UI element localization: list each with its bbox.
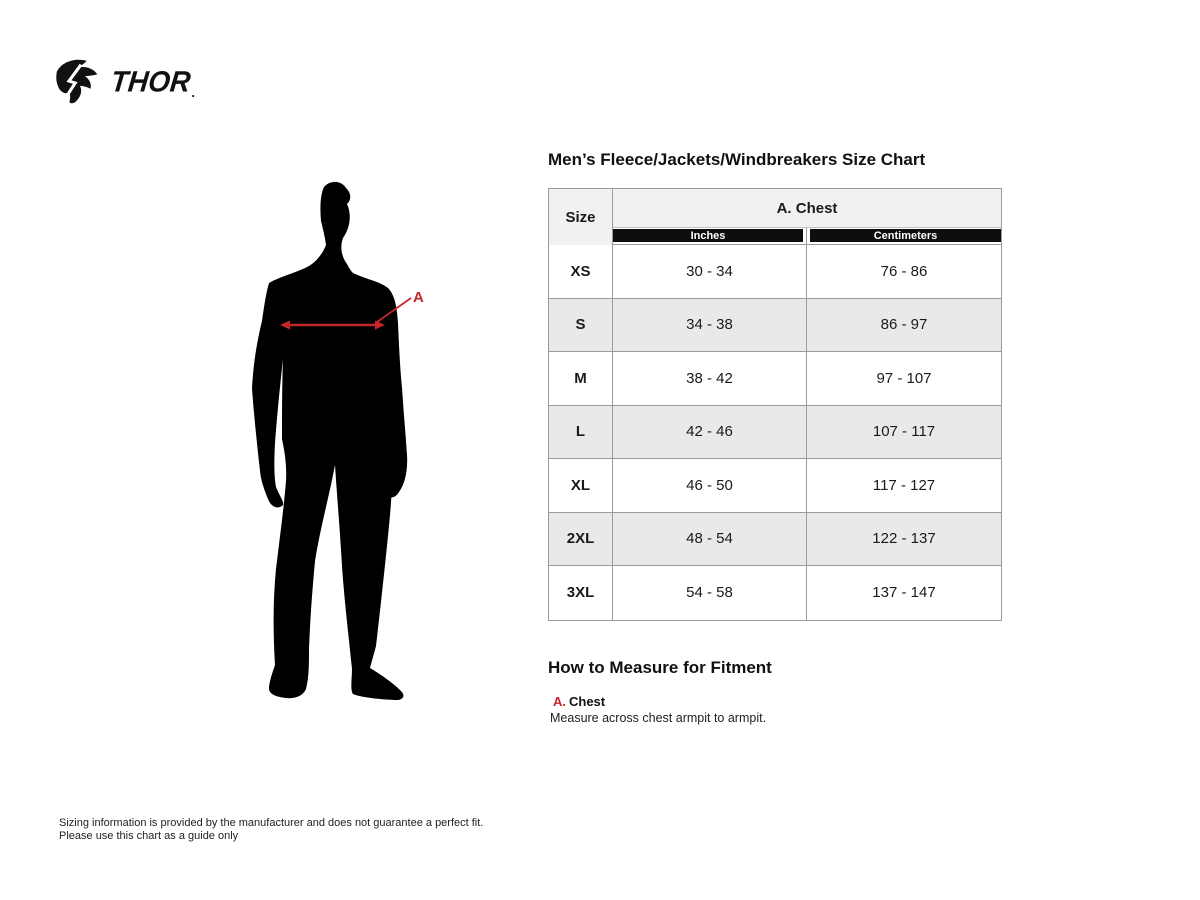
size-cell-3xl: 3XL xyxy=(549,566,613,620)
size-cell-s: S xyxy=(549,299,613,353)
inches-cell-3xl: 54 - 58 xyxy=(613,566,807,620)
centimeters-cell-3xl: 137 - 147 xyxy=(807,566,1001,620)
inches-cell-s: 34 - 38 xyxy=(613,299,807,353)
chest-measure-letter: A xyxy=(413,289,424,306)
thor-goat-icon xyxy=(55,56,107,108)
size-cell-2xl: 2XL xyxy=(549,513,613,567)
centimeters-cell-2xl: 122 - 137 xyxy=(807,513,1001,567)
chest-measurement-header: A. Chest xyxy=(613,189,1001,228)
thor-logo xyxy=(55,56,195,108)
how-to-measure-heading: How to Measure for Fitment xyxy=(548,658,772,677)
centimeters-cell-m: 97 - 107 xyxy=(807,352,1001,406)
inches-cell-2xl: 48 - 54 xyxy=(613,513,807,567)
size-column-header: Size xyxy=(549,189,613,245)
male-silhouette xyxy=(252,182,407,700)
measure-key-a: A. xyxy=(553,694,566,709)
size-cell-xs: XS xyxy=(549,245,613,299)
sizing-disclaimer-line2: Please use this chart as a guide only xyxy=(59,830,239,842)
inches-cell-xl: 46 - 50 xyxy=(613,459,807,513)
size-cell-m: M xyxy=(549,352,613,406)
inches-unit-header: Inches xyxy=(613,229,803,242)
centimeters-cell-l: 107 - 117 xyxy=(807,406,1001,460)
male-silhouette-figure xyxy=(240,180,460,710)
measure-item-chest xyxy=(553,693,605,711)
thor-logo-text: THOR xyxy=(109,65,193,98)
inches-cell-xs: 30 - 34 xyxy=(613,245,807,299)
inches-cell-l: 42 - 46 xyxy=(613,406,807,460)
measure-name-chest: Chest xyxy=(569,694,606,709)
inches-cell-m: 38 - 42 xyxy=(613,352,807,406)
centimeters-cell-xs: 76 - 86 xyxy=(807,245,1001,299)
centimeters-unit-header-cell xyxy=(807,228,1001,245)
size-cell-xl: XL xyxy=(549,459,613,513)
centimeters-cell-xl: 117 - 127 xyxy=(807,459,1001,513)
sizing-disclaimer-line1: Sizing information is provided by the manufacturer and does not guarantee a perfect fit. xyxy=(59,817,484,829)
sizing-disclaimer xyxy=(59,817,483,843)
thor-logo-trademark: . xyxy=(191,85,195,100)
size-cell-l: L xyxy=(549,406,613,460)
centimeters-cell-s: 86 - 97 xyxy=(807,299,1001,353)
size-chart-title: Men’s Fleece/Jackets/Windbreakers Size Chart xyxy=(548,150,926,169)
inches-unit-header-cell xyxy=(613,228,807,245)
size-table xyxy=(548,188,1002,621)
measure-instruction-chest: Measure across chest armpit to armpit. xyxy=(550,711,767,725)
centimeters-unit-header: Centimeters xyxy=(810,229,1001,242)
